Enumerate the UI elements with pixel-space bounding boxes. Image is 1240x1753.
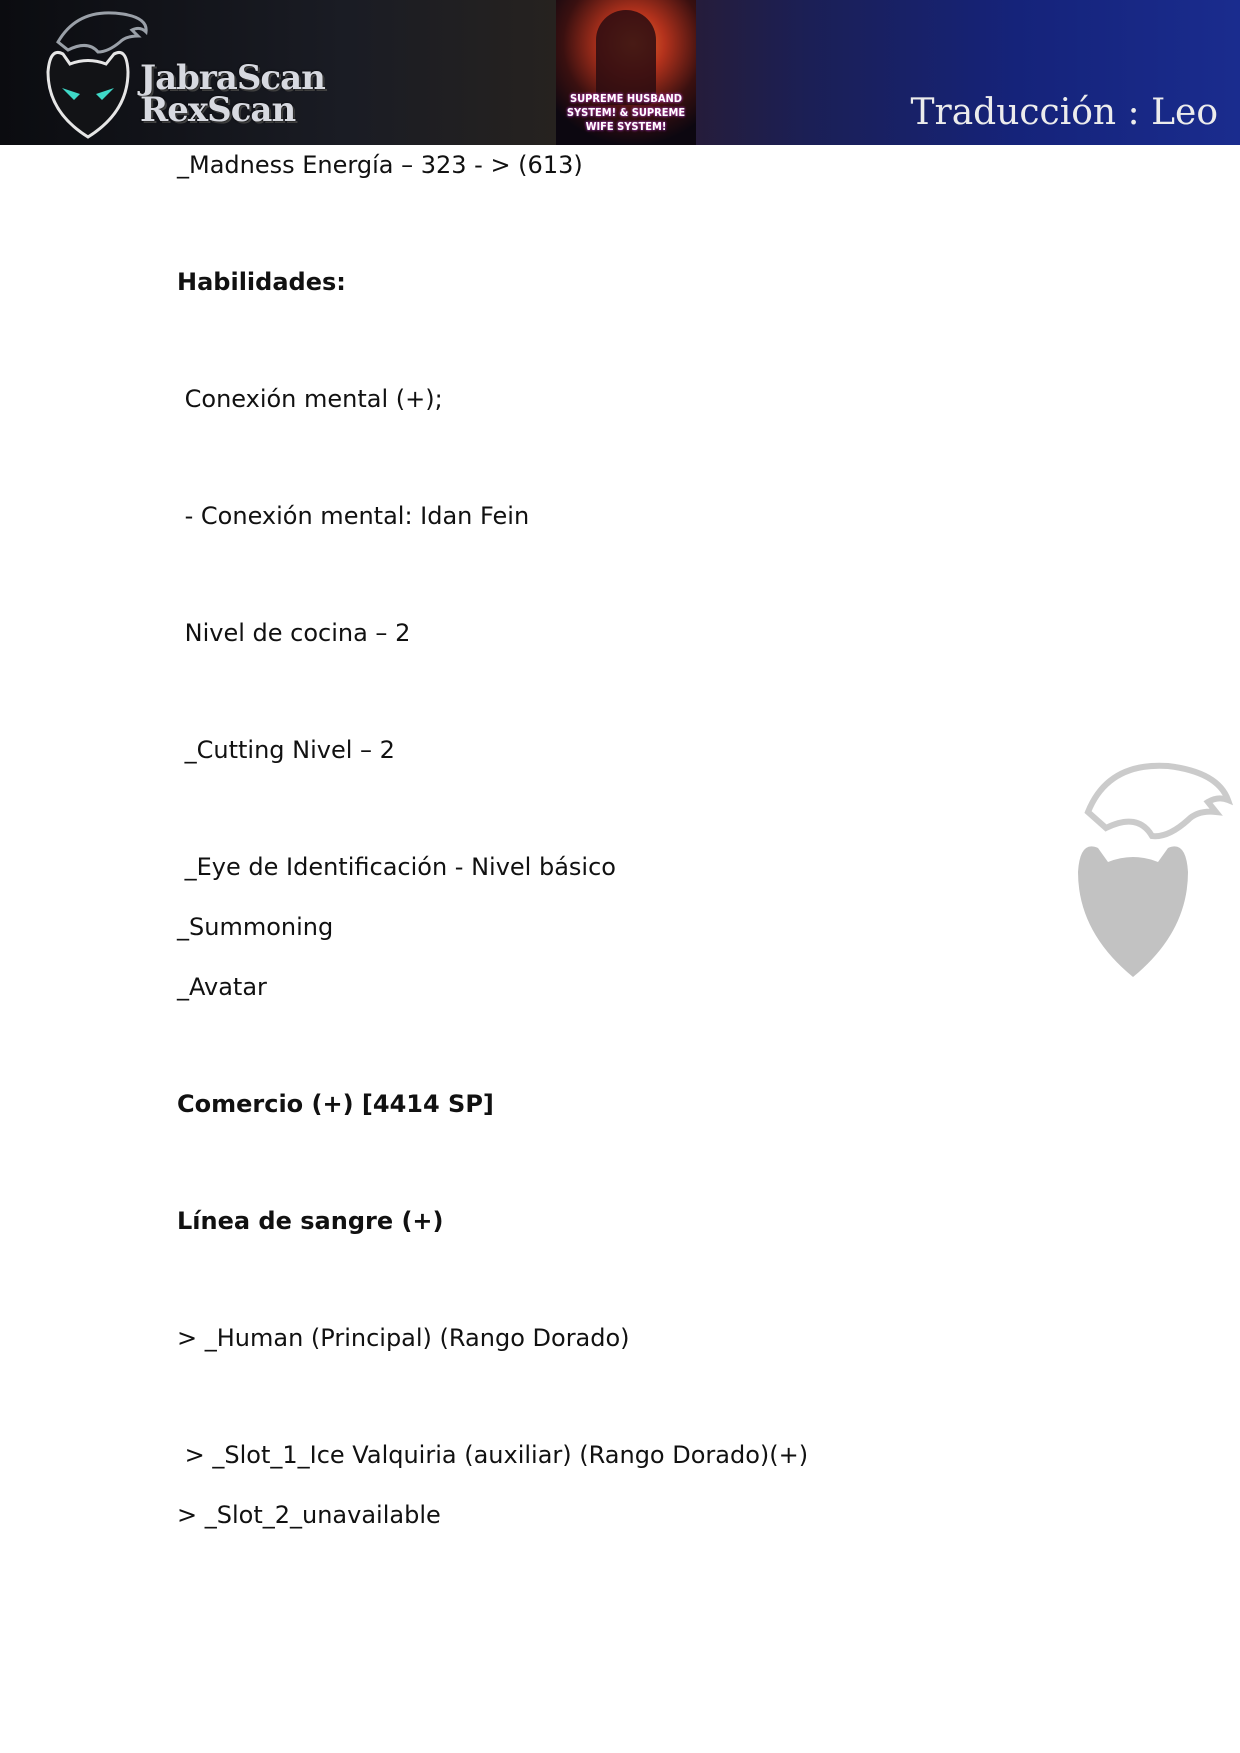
header-banner <box>0 0 1240 145</box>
doc-line-summoning: _Summoning <box>177 913 334 941</box>
brand-line-2: RexScan <box>140 90 296 130</box>
doc-line-cooking-level: Nivel de cocina – 2 <box>177 619 411 647</box>
cover-title-line-1: SUPREME HUSBAND <box>570 92 682 105</box>
doc-line-bloodline-slot-2: > _Slot_2_unavailable <box>177 1501 441 1529</box>
brand-line-1: JabraScan <box>140 58 325 98</box>
novel-cover-thumbnail <box>556 0 696 145</box>
dinosaur-demon-logo-icon <box>28 2 158 142</box>
translation-credit: Traducción : Leo <box>910 92 1218 133</box>
doc-line-cutting-level: _Cutting Nivel – 2 <box>177 736 395 764</box>
doc-line-mental-connection-target: - Conexión mental: Idan Fein <box>177 502 530 530</box>
doc-line-identification-eye: _Eye de Identificación - Nivel básico <box>177 853 616 881</box>
cover-figure <box>596 10 656 105</box>
doc-line-mental-connection: Conexión mental (+); <box>177 385 443 413</box>
cover-title <box>564 92 688 134</box>
brand-name <box>140 58 325 130</box>
doc-heading-commerce: Comercio (+) [4414 SP] <box>177 1090 494 1118</box>
watermark-logo-icon <box>1058 752 1234 984</box>
cover-title-line-2: SYSTEM! & SUPREME <box>566 106 686 119</box>
doc-line-madness-energy: _Madness Energía – 323 - > (613) <box>177 151 583 179</box>
cover-title-line-3: WIFE SYSTEM! <box>585 120 667 133</box>
doc-heading-skills: Habilidades: <box>177 268 346 296</box>
doc-heading-bloodline: Línea de sangre (+) <box>177 1207 444 1235</box>
doc-line-bloodline-human: > _Human (Principal) (Rango Dorado) <box>177 1324 630 1352</box>
doc-line-bloodline-slot-1: > _Slot_1_Ice Valquiria (auxiliar) (Rango Dorado)(+) <box>177 1441 809 1469</box>
doc-line-avatar: _Avatar <box>177 973 267 1001</box>
